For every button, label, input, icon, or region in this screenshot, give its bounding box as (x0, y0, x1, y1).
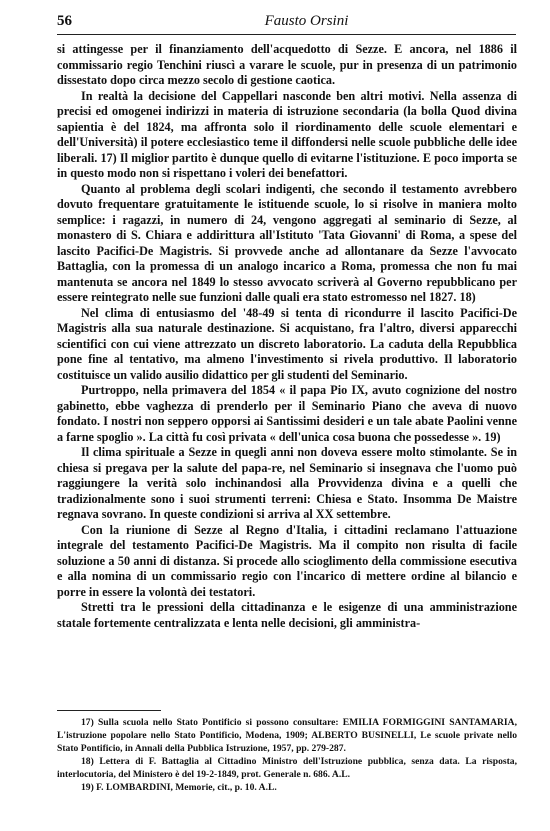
paragraph: Purtroppo, nella primavera del 1854 « il papa Pio IX, avuto cognizione del nostro gabinetto, ebbe vaghezza di prenderlo per il Seminario Piano che aveva di nuovo fondato. I nostri non seppero opporsi ai Santissimi desideri e un tale abate Paolini venne a farne spoglio ». La città fu così privata « dell'unica cosa buona che possedesse ». 19) (57, 383, 517, 444)
page-header (57, 12, 516, 35)
footnote: 18) Lettera di F. Battaglia al Cittadino Ministro dell'Istruzione pubblica, senza data. La risposta, interlocutoria, del Ministero è del 19-2-1849, prot. Generale n. 686. A.L. (57, 756, 517, 781)
running-title: Fausto Orsini (264, 13, 349, 29)
footnotes (57, 716, 517, 795)
paragraph: Nel clima di entusiasmo del '48-49 si tenta di ricondurre il lascito Pacifici-De Magistris alla sua naturale destinazione. Si acquistano, fra l'altro, diversi apparecchi scientifici con cui viene attrezzato un discreto laboratorio. La caduta della Repubblica pone fine al tentativo, ma almeno l'investimento si rivela produttivo. Il laboratorio costituisce un valido ausilio didattico per gli studenti del Seminario. (57, 305, 517, 382)
footnote-divider (57, 710, 161, 711)
page-number: 56 (57, 13, 72, 29)
paragraph: Il clima spirituale a Sezze in quegli anni non doveva essere molto stimolante. Se in chiesa si pregava per la salute del papa-re, nel Seminario si insegnava che l'uomo può raggiungere la verità solo inchinandosi alla Provvidenza divina e a quelli che tradizionalmente sono i suoi strumenti terreni: Chiesa e Stato. Insomma De Maistre regnava sovrano. In queste condizioni si arriva al XX settembre. (57, 445, 517, 521)
paragraph: si attingesse per il finanziamento dell'acquedotto di Sezze. E ancora, nel 1886 il commissario regio Tenchini riuscì a varare le scuole, pur in presenza di un patrimonio dissestato dopo circa mezzo secolo di gestione caotica. (57, 42, 517, 87)
footnote: 19) F. LOMBARDINI, Memorie, cit., p. 10. A.L. (81, 782, 277, 794)
main-text (57, 42, 517, 631)
paragraph: In realtà la decisione del Cappellari nasconde ben altri motivi. Nella assenza di precisi ed omogenei indirizzi in materia di istruzione secondaria (la bolla Quod divina sapientia è del 1824, ma affronta solo il riordinamento delle scuole elementari e dell'Università) il potere ecclesiastico teme il diffondersi nelle scuole pubbliche delle idee liberali. 17) Il miglior partito è dunque quello di evitarne l'istituzione. E poco importa se in questo modo non si rispettano i voleri dei benefattori. (57, 88, 517, 180)
paragraph: Stretti tra le pressioni della cittadinanza e le esigenze di una amministrazione statale fortemente centralizzata e lenta nelle decisioni, gli amministra- (57, 600, 517, 630)
footnote: 17) Sulla scuola nello Stato Pontificio si possono consultare: EMILIA FORMIGGINI SANTAMARIA, L'istruzione popolare nello Stato Pontificio, Modena, 1909; ALBERTO BUSINELLI, Le scuole private nello Stato Pontificio, in Annali della Pubblica Istruzione, 1957, pp. 279-287. (57, 717, 517, 755)
paragraph: Quanto al problema degli scolari indigenti, che secondo il testamento avrebbero dovuto frequentare gratuitamente le istituende scuole, lo si risolve in maniera molto semplice: i ragazzi, in numero di 24, vengono aggregati al seminario di Sezze, al monastero di S. Chiara e addirittura all'Istituto 'Tata Giovanni' di Roma, a spese del lascito Pacifici-De Magistris. Si provvede anche ad allontanare da Sezze l'avvocato Battaglia, con la promessa di un analogo incarico a Roma, promessa che non fu mai mantenuta se ancora nel 1849 lo stesso avvocato scriverà al Governo repubblicano per essere reintegrato nelle sue funzioni dalle quali era stato estromesso nel 1827. 18) (57, 181, 517, 304)
paragraph: Con la riunione di Sezze al Regno d'Italia, i cittadini reclamano l'attuazione integrale del testamento Pacifici-De Magistris. Ma il compito non risulta di facile soluzione a 50 anni di distanza. Si procede allo scioglimento della commissione esecutiva e alla nomina di un commissario regio con l'incarico di mettere ordine al bilancio e porre in essere la volontà dei testatori. (57, 522, 517, 599)
